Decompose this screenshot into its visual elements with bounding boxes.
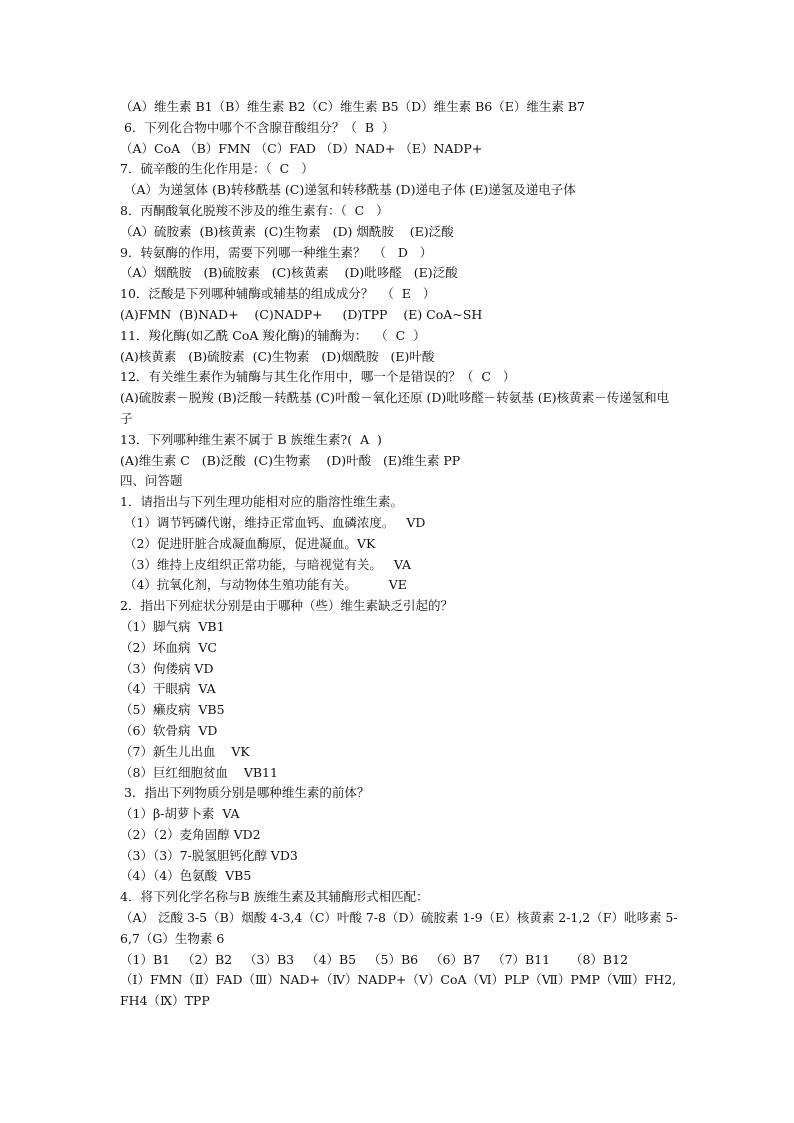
essay-q4: 4．将下列化学名称与B 族维生素及其辅酶形式相匹配： xyxy=(120,889,429,905)
q12-options: (A)硫胺素－脱羧 (B)泛酸－转酰基 (C)叶酸－氧化还原 (D)吡哆醛－转氨基 (E)核黄素－传递氢和电子 xyxy=(120,390,670,426)
essay-q1-item: （3）维持上皮组织正常功能，与暗视觉有关。 VA xyxy=(120,556,412,572)
q10-question: 10．泛酸是下列哪种辅酶或辅基的组成成分？ （ E ） xyxy=(120,286,436,302)
essay-q2-item: （6）软骨病 VD xyxy=(120,722,218,738)
essay-q1-item: （4）抗氧化剂，与动物体生殖功能有关。 VE xyxy=(120,577,407,593)
essay-q2-item: （8）巨红细胞贫血 VB11 xyxy=(120,764,278,780)
essay-q2-item: （3）佝偻病 VD xyxy=(120,660,214,676)
essay-q2-item: （1）脚气病 VB1 xyxy=(120,618,225,634)
q6-options: （A）CoA （B）FMN （C）FAD （D）NAD+ （E）NADP+ xyxy=(120,140,483,156)
q9-question: 9．转氨酶的作用，需要下列哪一种维生素？ （ D ） xyxy=(120,244,433,260)
q8-options: （A）硫胺素 (B)核黄素 (C)生物素 (D) 烟酰胺 (E)泛酸 xyxy=(120,223,454,239)
essay-q1-item: （2）促进肝脏合成凝血酶原，促进凝血。VK xyxy=(120,535,376,551)
essay-q2: 2．指出下列症状分别是由于哪种（些）维生素缺乏引起的？ xyxy=(120,598,453,614)
essay-q3-item: （3）（3）7-脱氢胆钙化醇 VD3 xyxy=(120,847,298,863)
q13-question: 13．下列哪种维生素不属于 B 族维生素?( A ) xyxy=(120,431,382,447)
essay-q4-vitamins: （1）B1 （2）B2 （3）B3 （4）B5 （5）B6 （6）B7 （7）B11 （8）B12 xyxy=(120,951,629,967)
q5-options: （A）维生素 B1（B）维生素 B2（C）维生素 B5（D）维生素 B6（E）维生素 B7 xyxy=(120,99,585,114)
q6-question: 6．下列化合物中哪个不含腺苷酸组分？（ B ） xyxy=(120,119,395,135)
essay-q4-names: （A） 泛酸 3-5（B）烟酸 4-3,4（C）叶酸 7-8（D）硫胺素 1-9（E）核黄素 2-1,2（F）吡哆素 5-6,7（G）生物素 6 xyxy=(120,910,678,946)
essay-q2-item: （5）癞皮病 VB5 xyxy=(120,702,225,718)
q9-options: （A）烟酰胺 (B)硫胺素 (C)核黄素 (D)吡哆醛 (E)泛酸 xyxy=(120,265,458,281)
q12-question: 12．有关维生素作为辅酶与其生化作用中，哪一个是错误的？（ C ） xyxy=(120,369,516,385)
q8-question: 8．丙酮酸氧化脱羧不涉及的维生素有：（ C ） xyxy=(120,202,389,218)
essay-q2-item: （4）干眼病 VA xyxy=(120,681,216,697)
essay-q1: 1．请指出与下列生理功能相对应的脂溶性维生素。 xyxy=(120,494,403,510)
q13-options: (A)维生素 C (B)泛酸 (C)生物素 (D)叶酸 (E)维生素 PP xyxy=(120,452,461,468)
q7-options: （A）为递氢体 (B)转移酰基 (C)递氢和转移酰基 (D)递电子体 (E)递氢及递电子体 xyxy=(120,182,576,198)
essay-q3-item: （1）β-胡萝卜素 VA xyxy=(120,806,240,822)
q7-question: 7．硫辛酸的生化作用是：（ C ） xyxy=(120,161,314,177)
essay-q2-item: （2）坏血病 VC xyxy=(120,639,217,655)
q10-options: (A)FMN (B)NAD+ (C)NADP+ (D)TPP (E) CoA~SH xyxy=(120,306,483,322)
essay-q3-item: （2）（2）麦角固醇 VD2 xyxy=(120,826,261,842)
q11-question: 11．羧化酶(如乙酰 CoA 羧化酶)的辅酶为： （ C ） xyxy=(120,327,426,343)
essay-q4-coenzymes: （Ⅰ）FMN（Ⅱ）FAD（Ⅲ）NAD+（Ⅳ）NADP+（Ⅴ）CoA（Ⅵ）PLP（Ⅶ）PMP（Ⅷ）FH2,FH4（Ⅸ）TPP xyxy=(120,972,677,1009)
essay-q2-item: （7）新生儿出血 VK xyxy=(120,743,250,759)
essay-q1-item: （1）调节钙磷代谢，维持正常血钙、血磷浓度。 VD xyxy=(120,514,426,530)
essay-q3-item: （4）（4）色氨酸 VB5 xyxy=(120,868,252,884)
section-heading: 四、问答题 xyxy=(120,473,183,489)
document-page xyxy=(120,97,680,1012)
essay-q3: 3．指出下列物质分别是哪种维生素的前体？ xyxy=(120,785,370,801)
q11-options: (A)核黄素 (B)硫胺素 (C)生物素 (D)烟酰胺 (E)叶酸 xyxy=(120,348,435,364)
